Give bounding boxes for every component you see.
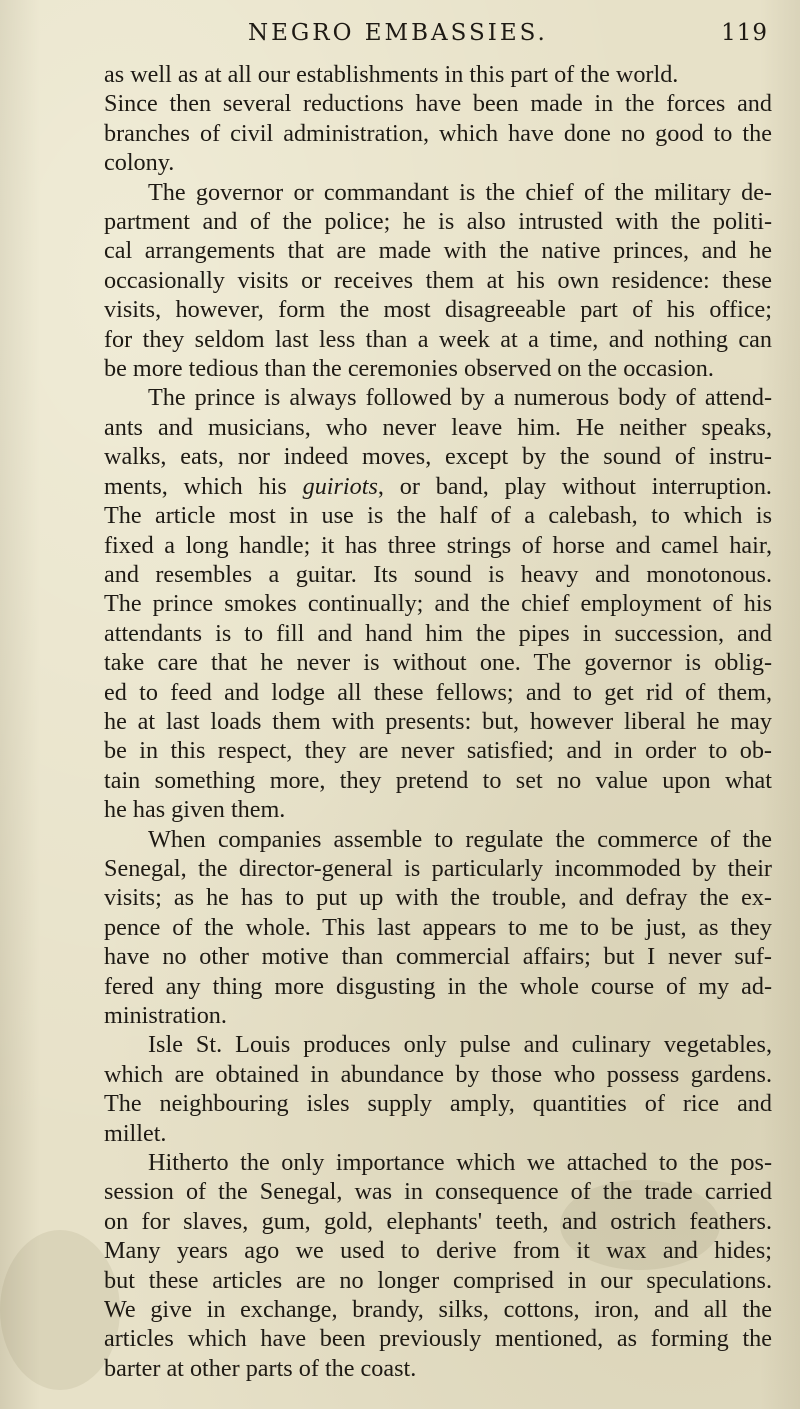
text-line: When companies assemble to regulate the commerce of the [148, 825, 772, 853]
text-line: Hitherto the only importance which we attached to the pos- [148, 1149, 772, 1177]
paragraph [104, 825, 772, 1031]
text-line: The neighbouring isles supply amply, quantities of rice and [104, 1090, 772, 1118]
text-line: as well as at all our establishments in this part of the world. [104, 61, 679, 88]
text-line: fered any thing more disgusting in the whole course of my ad- [104, 972, 772, 1000]
text-line: partment and of the police; he is also intrusted with the politi- [104, 208, 772, 236]
running-head [100, 20, 768, 50]
text-line: The governor or commandant is the chief of the military de- [148, 178, 772, 206]
text-line: ments, which his guiriots, or band, play without interruption. [104, 472, 772, 500]
text-line: articles which have been previously mentioned, as forming the [104, 1325, 772, 1353]
paragraph [104, 178, 772, 384]
text-line: for they seldom last less than a week at a time, and nothing can [104, 325, 772, 353]
text-line: millet. [104, 1119, 167, 1147]
text-line: barter at other parts of the coast. [104, 1354, 417, 1382]
text-line: ed to feed and lodge all these fellows; and to get rid of them, [104, 678, 772, 706]
running-title: NEGRO EMBASSIES. [248, 20, 548, 46]
text-line: ants and musicians, who never leave him. He neither speaks, [104, 413, 772, 441]
italic-term: guiriots [302, 472, 378, 500]
paper-stain [0, 1230, 120, 1390]
text-line: occasionally visits or receives them at his own residence: these [104, 266, 772, 294]
text-line: but these articles are no longer comprised in our speculations. [104, 1266, 772, 1294]
text-line: The prince smokes continually; and the chief employment of his [104, 590, 772, 618]
paragraph [104, 1148, 772, 1383]
text-line: have no other motive than commercial affairs; but I never suf- [104, 943, 772, 971]
text-line: he at last loads them with presents: but, however liberal he may [104, 707, 772, 735]
text-line: colony. [104, 149, 175, 177]
paragraph [104, 60, 772, 178]
text-line: pence of the whole. This last appears to me to be just, as they [104, 913, 772, 941]
text-line: and resembles a guitar. Its sound is heavy and monotonous. [104, 560, 772, 588]
paragraph [104, 383, 772, 824]
text-line: branches of civil administration, which have done no good to the [104, 119, 772, 147]
text-line: which are obtained in abundance by those who possess gardens. [104, 1060, 772, 1088]
text-line: he has given them. [104, 796, 286, 824]
text-line: walks, eats, nor indeed moves, except by the sound of instru- [104, 443, 772, 471]
text-line: Senegal, the director-general is particularly incommoded by their [104, 854, 772, 882]
text-line: session of the Senegal, was in consequence of the trade carried [104, 1178, 772, 1206]
text-line: We give in exchange, brandy, silks, cottons, iron, and all the [104, 1296, 772, 1324]
text-line: visits; as he has to put up with the trouble, and defray the ex- [104, 884, 772, 912]
text-line: visits, however, form the most disagreeable part of his office; [104, 296, 772, 324]
text-line: cal arrangements that are made with the native princes, and he [104, 237, 772, 265]
text-line: Since then several reductions have been made in the forces and [104, 90, 772, 118]
text-line: tain something more, they pretend to set no value upon what [104, 766, 772, 794]
text-line: attendants is to fill and hand him the pipes in succession, and [104, 619, 772, 647]
text-line: ministration. [104, 1002, 227, 1029]
text-line: fixed a long handle; it has three strings of horse and camel hair, [104, 531, 772, 559]
text-line: Many years ago we used to derive from it wax and hides; [104, 1237, 772, 1265]
paragraph [104, 1030, 772, 1148]
text-line: be in this respect, they are never satisfied; and in order to ob- [104, 737, 772, 765]
text-line: on for slaves, gum, gold, elephants' teeth, and ostrich feathers. [104, 1207, 772, 1235]
text-line: take care that he never is without one. The governor is oblig- [104, 649, 772, 677]
body-text [104, 60, 772, 1383]
text-line: Isle St. Louis produces only pulse and culinary vegetables, [148, 1031, 772, 1059]
page-number: 119 [721, 20, 768, 46]
text-line: be more tedious than the ceremonies observed on the occasion. [104, 355, 714, 383]
text-line: The prince is always followed by a numerous body of attend- [148, 384, 772, 412]
text-line: The article most in use is the half of a calebash, to which is [104, 502, 772, 530]
